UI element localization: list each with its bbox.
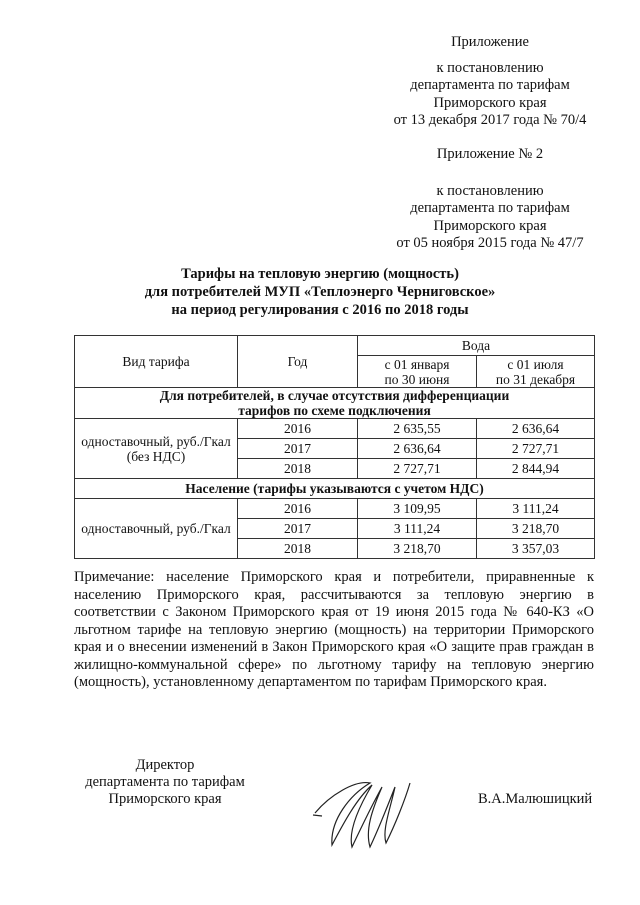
header-period-2: с 01 июля по 31 декабря	[477, 356, 595, 388]
signatory-position: Директор департамента по тарифам Приморского края	[85, 757, 245, 807]
appendix-1-header	[340, 34, 640, 130]
year-cell: 2018	[238, 539, 358, 559]
tariff-h2-cell: 2 636,64	[477, 419, 595, 439]
table-row	[75, 499, 595, 519]
appendix-2-header	[340, 146, 640, 253]
header-tariff-type: Вид тарифа	[75, 336, 238, 388]
appendix-1-line: к постановлению	[436, 59, 544, 76]
tariff-h2-cell: 2 844,94	[477, 459, 595, 479]
section-title-population: Население (тарифы указываются с учетом НДС)	[75, 479, 595, 499]
appendix-1-line: Приморского края	[433, 94, 547, 111]
tariff-h2-cell: 2 727,71	[477, 439, 595, 459]
header-water: Вода	[358, 336, 595, 356]
signatory-name: В.А.Малюшицкий	[478, 791, 593, 807]
tariff-type-cell: одноставочный, руб./Гкал	[75, 499, 238, 559]
year-cell: 2017	[238, 439, 358, 459]
tariff-h2-cell: 3 218,70	[477, 519, 595, 539]
appendix-2-line: к постановлению	[436, 182, 544, 199]
tariff-h2-cell: 3 357,03	[477, 539, 595, 559]
header-period-1: с 01 января по 30 июня	[358, 356, 477, 388]
appendix-2-line: от 05 ноября 2015 года № 47/7	[396, 235, 584, 251]
tariff-h1-cell: 3 109,95	[358, 499, 477, 519]
appendix-1-line: департамента по тарифам	[410, 77, 570, 93]
tariffs-table	[74, 335, 595, 559]
appendix-2-line: Приморского края	[433, 217, 547, 234]
tariff-h2-cell: 3 111,24	[477, 499, 595, 519]
header-year: Год	[238, 336, 358, 388]
appendix-2-line: департамента по тарифам	[410, 200, 570, 216]
tariff-h1-cell: 3 218,70	[358, 539, 477, 559]
document-title-line: для потребителей МУП «Теплоэнерго Черниговское»	[144, 284, 496, 300]
section-title-consumers: Для потребителей, в случае отсутствия дифференциации тарифов по схеме подключения	[75, 388, 595, 419]
year-cell: 2016	[238, 499, 358, 519]
signature-icon	[310, 775, 420, 850]
appendix-1-line: от 13 декабря 2017 года № 70/4	[393, 112, 587, 128]
document-title-line: на период регулирования с 2016 по 2018 годы	[171, 302, 469, 318]
tariff-h1-cell: 3 111,24	[358, 519, 477, 539]
tariff-type-cell: одноставочный, руб./Гкал (без НДС)	[75, 419, 238, 479]
tariff-h1-cell: 2 727,71	[358, 459, 477, 479]
document-title-line: Тарифы на тепловую энергию (мощность)	[181, 266, 459, 282]
appendix-1-title: Приложение	[451, 34, 529, 50]
year-cell: 2017	[238, 519, 358, 539]
tariff-h1-cell: 2 636,64	[358, 439, 477, 459]
document-title	[100, 265, 540, 319]
appendix-2-title: Приложение № 2	[436, 146, 544, 162]
table-row	[75, 419, 595, 439]
year-cell: 2016	[238, 419, 358, 439]
note-paragraph: Примечание: население Приморского края и потребители, приравненные к населению Приморского края, рассчитываются за тепловую энергию в соответствии с Законом Приморского края от 19 июня 2015 года № 640-КЗ «О льготном тарифе на тепловую энергию (мощность) на территории Приморского края и о внесении изменений в Закон Приморского края «О защите прав граждан в жилищно-коммунальной сфере» по льготному тарифу на тепловую энергию (мощность), установленному департаментом по тарифам Приморского края.	[74, 569, 594, 690]
year-cell: 2018	[238, 459, 358, 479]
tariff-h1-cell: 2 635,55	[358, 419, 477, 439]
